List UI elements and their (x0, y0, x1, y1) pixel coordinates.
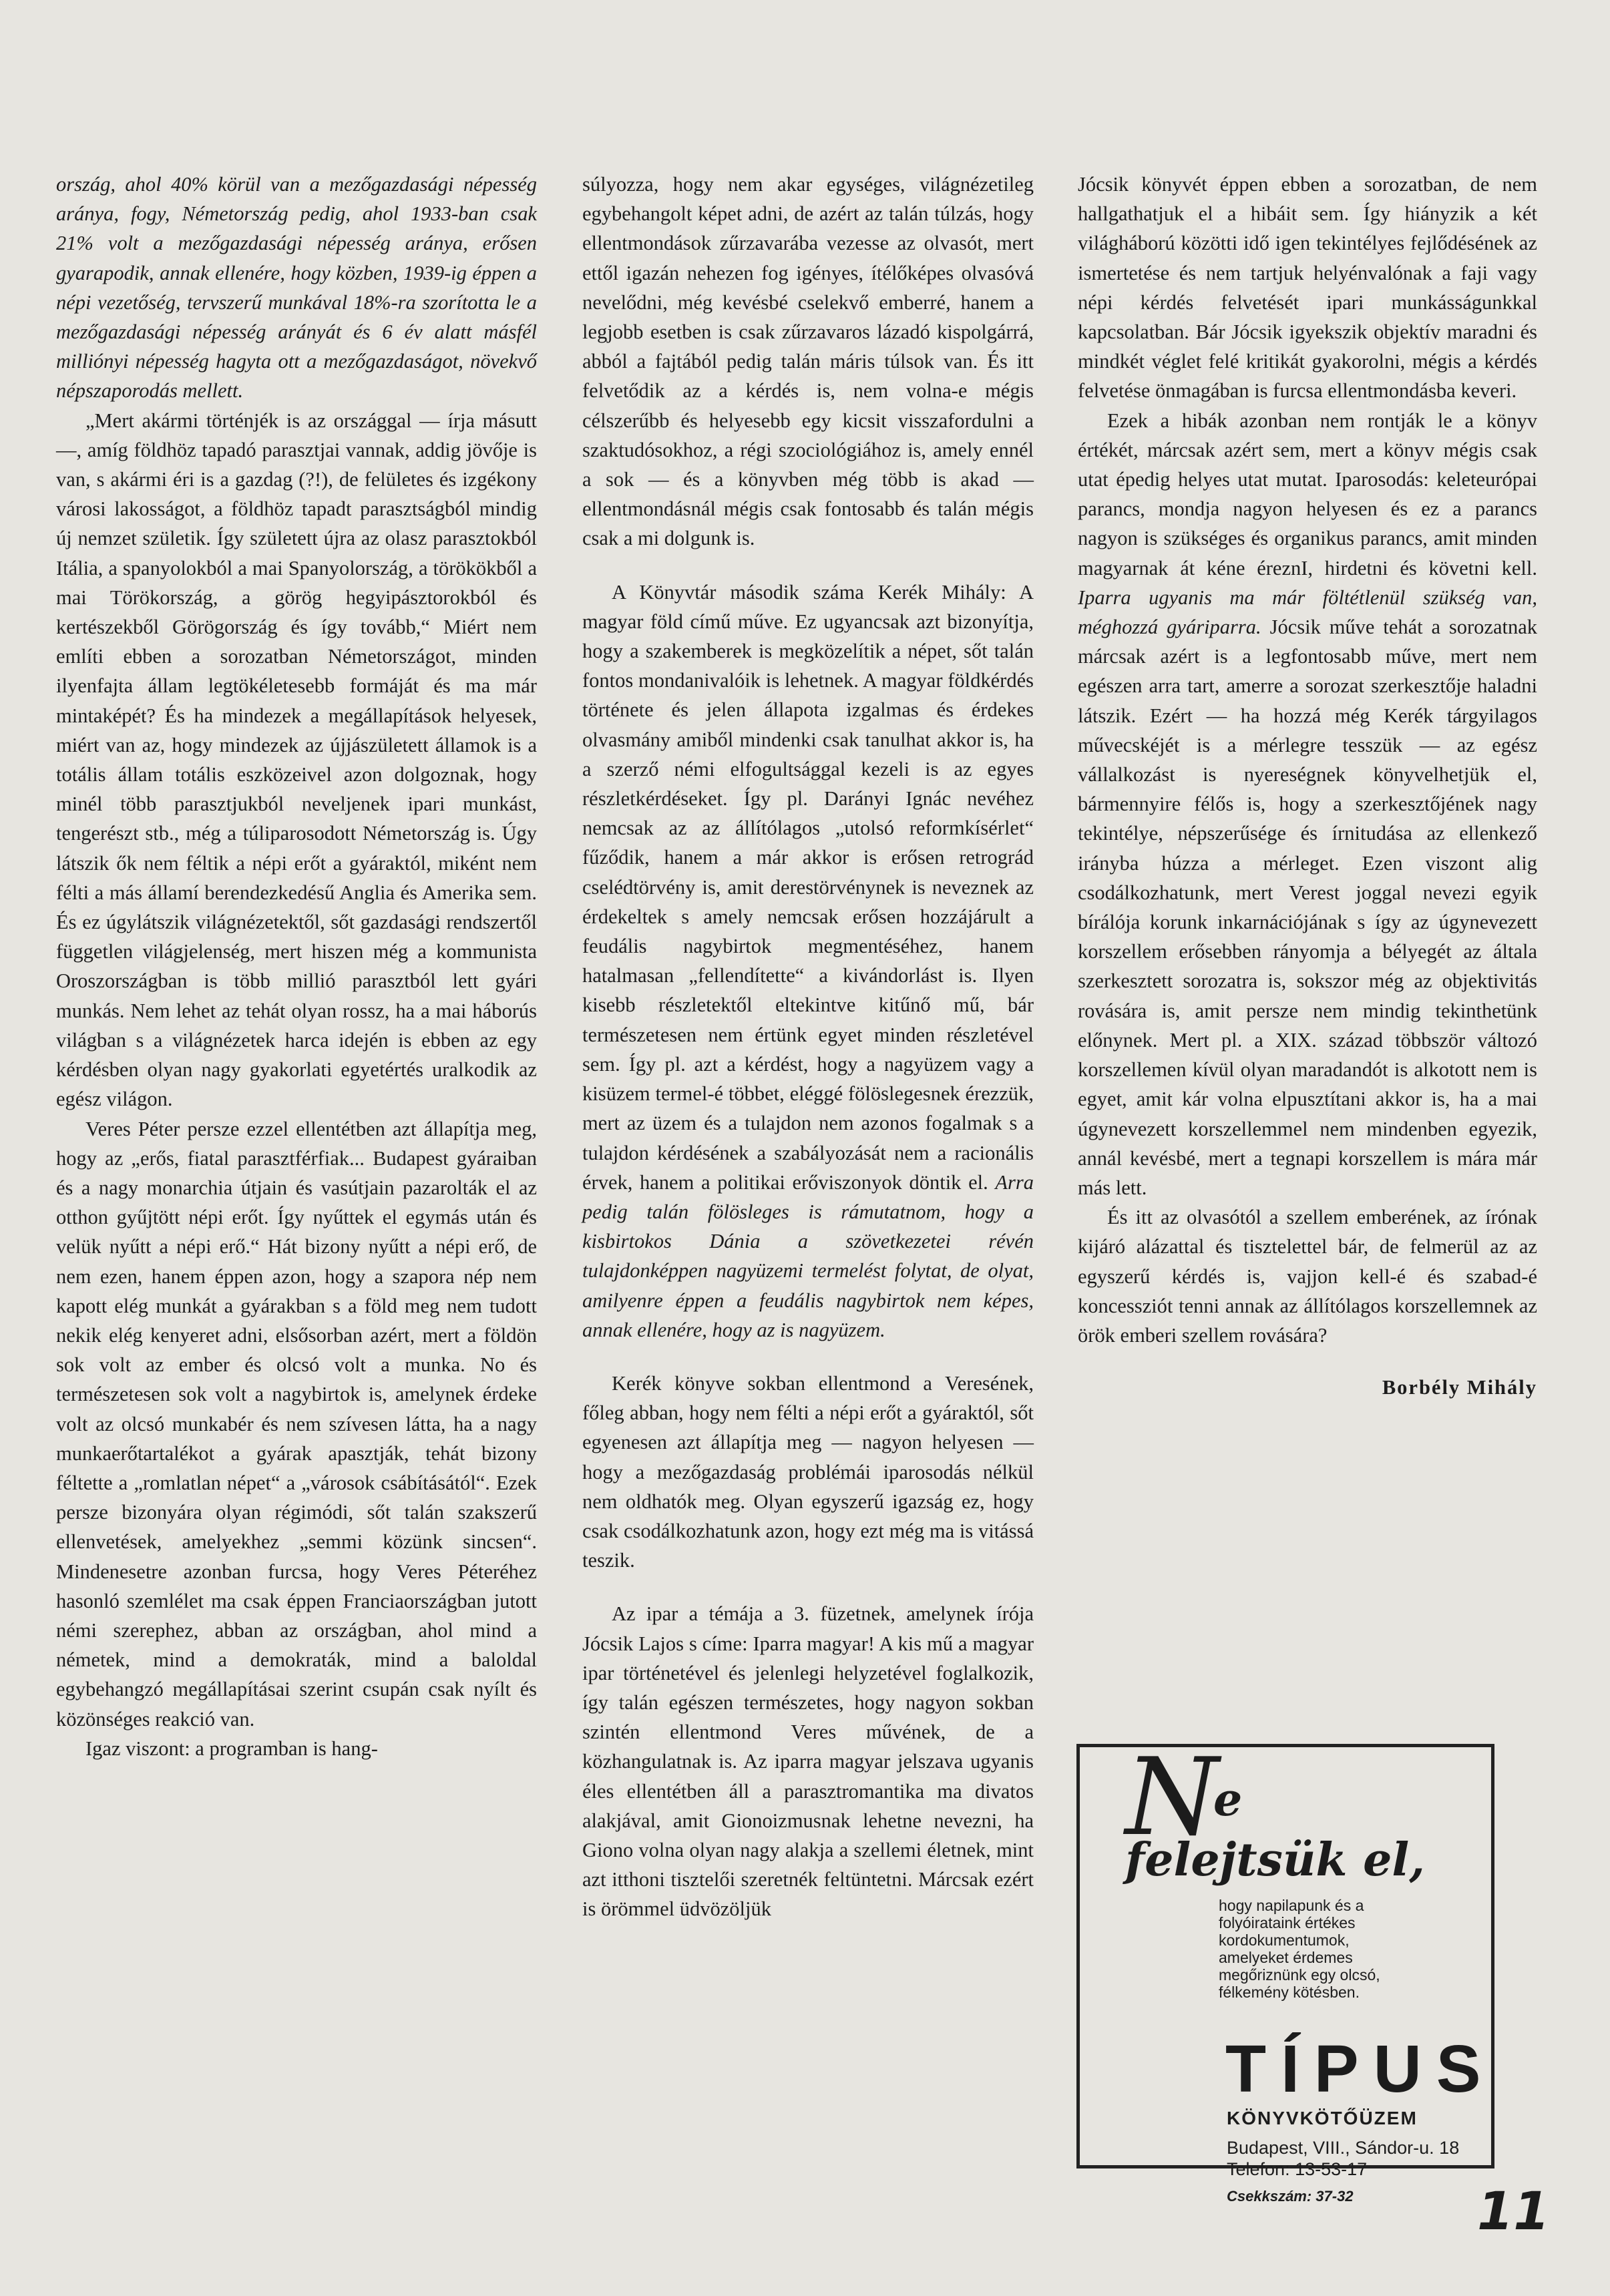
column3-paragraph-1: Jócsik könyvét éppen ebben a sorozatban, de nem hallgathatjuk el a hibáit sem. Így hiányzik a két világháború közötti idő igen tekintélyes fejlődésének az ismertetése és nem tartjuk helyénvalónak a faji vagy népi kérdés felvetését ipari munkásságunkkal kapcsolatban. Bár Jócsik igyekszik objektív maradni és mindkét véglet felé kritikát gyakorolni, mégis a kérdés felvetése önmagában is furcsa ellentmondásba keveri. (1078, 173, 1537, 403)
ad-account: Csekkszám: 37-32 (1227, 2188, 1354, 2205)
article-column-1 (56, 170, 537, 1763)
column1-paragraph-2: „Mert akármi történjék is az országgal — írja másutt —, amíg földhöz tapadó parasztjai vannak, addig jövője is van, s akármi éri is a gazdag (?!), de felületes és izgékony városi lakosságot, a földhöz tapadt parasztságból mindig új nemzet születik. Így született újra az olasz parasztokból Itália, a spanyolokból a mai Spanyolország, a törökökből a mai Törökország, a görög hegyipásztorokból és kertészekből Görögország és így tovább,“ Miért nem említi ebben a sorozatban Németországot, minden ilyenfajta állam legtökéletesebb formáját és ma már mintaképét? És ha mindezek a megállapítások helyesek, miért van az, hogy mindezek az újjászületett államok is a totális állam totális eszközeivel azon dolgoznak, hogy minél több parasztjukból neveljenek ipari munkást, tengerészt stb., még a túliparosodott Németország is. Úgy látszik ők nem féltik a népi erőt a gyáraktól, miként nem félti a más államí berendezkedésű Anglia és Amerika sem. És ez úgylátszik világnézetektől, sőt gazdasági rendszertől független világjelenség, mert hiszen még a kommunista Oroszországban is több millió parasztból lett gyári munkás. Nem lehet az tehát olyan rossz, ha a mai háborús világban s a világnézetek harca idején is ebben az egy kérdésben olyan nagy gyakorlati egyetértés uralkodik az egész világon. (56, 409, 537, 1111)
ad-slogan-text: e felejtsük el, (1125, 1773, 1425, 1887)
column2-paragraph-1: súlyozza, hogy nem akar egységes, világnézetileg egybehangolt képet adni, de azért az talán túlzás, hogy ellentmondások zűrzavarába vezesse az olvasót, mert ettől igazán nehezen fog igényes, ítélőképes olvasóvá nevelődni, még kevésbé cselekvő emberré, hanem a legjobb esetben is csak zűrzavaros lázadó kispolgárrá, abból a fajtából pedig talán máris túlsok van. És itt felvetődik az a kérdés is, nem volna-e mégis célszerűbb és helyesebb egy kicsit visszafordulni a szaktudósokhoz, a régi szociológiához is, amely ennél a sok — és a könyvben még több is akad — ellentmondásnál mégis csak fontosabb és talán mégis csak a mi dolgunk is. (582, 173, 1034, 550)
column1-paragraph-4: Igaz viszont: a programban is hang- (85, 1737, 378, 1760)
page-number: 11 (1477, 2182, 1550, 2242)
column3-paragraph-2-text: Ezek a hibák azonban nem rontják le a könyv értékét, márcsak azért sem, mert a könyv mégis csak utat épedig helyes utat mutat. Iparosodás: keleteurópai parancs, mondja nagyon helyesen és ez a parancs nagyon is szükséges és organikus parancs, amit minden magyarnak át kéne éreznI, hirdetni és követni kell. (1078, 409, 1537, 580)
ad-subtitle: KÖNYVKÖTŐÜZEM (1227, 2108, 1418, 2128)
column2-paragraph-3: Kerék könyve sokban ellentmond a Veresének, főleg abban, hogy nem félti a népi erőt a gyáraktól, sőt egyenesen azt állapítja meg — nagyon helyesen — hogy a mezőgazdaság problémái iparosodás nélkül nem oldhatók meg. Olyan egyszerű igazság ez, hogy csak csodálkozhatunk azon, hogy ezt még ma is vitássá teszik. (582, 1371, 1034, 1572)
ad-slogan (1125, 1735, 1472, 1890)
column3-paragraph-2-tail: Jócsik műve tehát a sorozatnak márcsak azért is a legfontosabb műve, mert nem egészen arra tart, amerre a sorozat szerkesztője haladni látszik. Ezért — ha hozzá még Kerék tárgyilagos művecskéjét is a mérlegre tesszük — az egész vállalkozást is nyereségnek könyvelhetjük el, bármennyire félős is, hogy a szerkesztőjének nagy tekintélye, népszerűsége és írnitudása az ellenkező irányba húzza a mérleget. Ezen viszont alig csodálkozhatunk, mert Verest joggal nevezi egyik bírálója korunk inkarnációjának s így az úgynevezett korszellem erősebben rányomja a bélyegét az általa szerkesztett sorozatra is, sokszor még az objektivitás rovására is, amit persze nem mindig tekinthetünk előnynek. Mert pl. a XIX. század többször változó korszellemen kívül olyan maradandót is alkotott nem is egyet, amit kár volna elpusztítani akkor is, ha a mai úgynevezett korszellemmel nem mindenben egyezik, annál kevésbé, mert a tegnapi korszellem is mára már más lett. (1078, 616, 1538, 1199)
article-column-2 (582, 170, 1034, 1924)
column2-paragraph-2-italic: Arra pedig talán fölösleges is rámutatnom, hogy a kisbirtokos Dánia a szövetkezetei révén tulajdonképpen nagyüzemi termelést folytat, de olyat, amilyenre éppen a feudális nagybirtok nem képes, annak ellenére, hogy az is nagyüzem. (582, 1170, 1034, 1341)
column2-paragraph-4: Az ipar a témája a 3. füzetnek, amelynek írója Jócsik Lajos s címe: Iparra magyar! A kis mű a magyar ipar történetével és jelenlegi helyzetével foglalkozik, így talán egészen természetes, hogy nagyon sokban szintén ellentmond Veres művének, de a közhangulatnak is. Az iparra magyar jelszava ugyanis éles ellentétben áll a parasztromantika ma divatos alakjával, amit Gionoizmusnak lehetne nevezni, ha Giono volna olyan nagy alakja a szellemi életnek, mint azt itthoni tisztelői szeretnék feltüntetni. Márcsak ezért is örömmel üdvözöljük (582, 1602, 1034, 1921)
ad-address: Budapest, VIII., Sándor-u. 18 (1227, 2138, 1460, 2158)
ad-note: hogy napilapunk és a folyóirataink értékes kordokumentumok, amelyeket érdemes megőriznünk egy olcsó, félkemény kötésben. (1219, 1897, 1380, 2001)
ad-brand: TÍPUS (1225, 2032, 1496, 2106)
column3-paragraph-2 (1078, 406, 1537, 1202)
column2-paragraph-2 (582, 578, 1034, 1345)
column3-paragraph-2-italic: Iparra ugyanis ma már föltétlenül szükség van, méghozzá gyáriparra. (1078, 586, 1537, 639)
column3-paragraph-3: És itt az olvasótól a szellem emberének, az írónak kijáró alázattal és tisztelettel bár, de felmerül az az egyszerű kérdés is, vajjon kell-é és szabad-é koncessziót tenni annak az állítólagos korszellemnek az örök emberi szellem rovására? (1078, 1206, 1537, 1347)
ad-phone: Telefon: 13-53-17 (1227, 2159, 1368, 2179)
column1-paragraph-1: ország, ahol 40% körül van a mezőgazdasági népesség aránya, fogy, Németország pedig, ahol 1933-ban csak 21% volt a mezőgazdasági népesség aránya, erősen gyarapodik, annak ellenére, hogy közben, 1939-ig éppen a népi vezetőség, tervszerű munkával 18%-ra szorította le a mezőgazdasági népesség arányát és 6 év alatt másfél milliónyi népesség hagyta ott a mezőgazdaságot, növekvő népszaporodás mellett. (56, 173, 537, 403)
ad-slogan-initial: N (1125, 1735, 1219, 1859)
article-column-3 (1078, 170, 1537, 1402)
column2-paragraph-2-text: A Könyvtár második száma Kerék Mihály: A magyar föld című műve. Ez ugyancsak azt bizonyítja, hogy a szakemberek is megközelítik a népet, sőt talán fontos mondanivalóik is lehetnek. A magyar földkérdés története és jelen állapota izgalmas és érdekes olvasmány amiből mindenki csak tanulhat akkor is, ha a szerző némi elfogultsággal kezeli is az egyes részletkérdéseket. Így pl. Darányi Ignác nevéhez nemcsak az az állítólagos „utolsó reformkísérlet“ fűződik, hanem a már akkor is erősen retrográd cselédtörvény is, amit derestörvénynek is neveznek az érdekeltek s amely nemcsak erősen hozzájárult a feudális nagybirtok megmentéséhez, hanem hatalmasan „fellendítette“ a kivándorlást is. Ilyen kisebb részletektől eltekintve kitűnő mű, bár természetesen nem értünk egyet minden részletével sem. Így pl. azt a kérdést, hogy a nagyüzem vagy a kisüzem termel-é többet, eléggé fölöslegesnek érezzük, mert az üzem és a tulajdon nem azonos fogalmak s a tulajdon kérdésének a szabályozását nem a racionális érvek, hanem a politikai erőviszonyok döntik el. (582, 580, 1034, 1194)
column1-paragraph-3: Veres Péter persze ezzel ellentétben azt állapítja meg, hogy az „erős, fiatal parasztférfiak... Budapest gyáraiban és a nagy monarchia útjain és vasútjain pazarolták el az otthon gyűjtött népi erőt. Így nyűttek el egymás után és velük nyűtt a népi erő.“ Hát bizony nyűtt a népi erő, de nem ezen, hanem éppen azon, hogy a szapora nép nem kapott elég munkát a gyárakban s a föld meg nem tudott nekik elég kenyeret adni, elsősorban azért, mert a földön sok volt az ember és olcsó volt a munka. No és természetesen sok volt a nagybirtok is, amelynek érdeke volt az olcsó munkabér és nem szívesen látta, ha a nagy munkaerőtartalékot a gyárak apasztják, tehát bizony féltette a „romlatlan népet“ a „városok csábításától“. Ezek persze bizonyára olyan régimódi, sőt talán szakszerű ellenvetések, amelyekhez „semmi közünk sincsen“. Mindenesetre azonban furcsa, hogy Veres Péteréhez hasonló szemlélet ma csak éppen Franciaországban jutott némi szerephez, abban az országban, ahol mind a németek, mind a demokraták, mind a baloldal egybehangzó megállapításai szerint csupán csak nyílt és közönséges reakció van. (56, 1117, 537, 1731)
bookbinder-advertisement (1076, 1735, 1496, 2205)
author-signature: Borbély Mihály (1382, 1376, 1537, 1399)
